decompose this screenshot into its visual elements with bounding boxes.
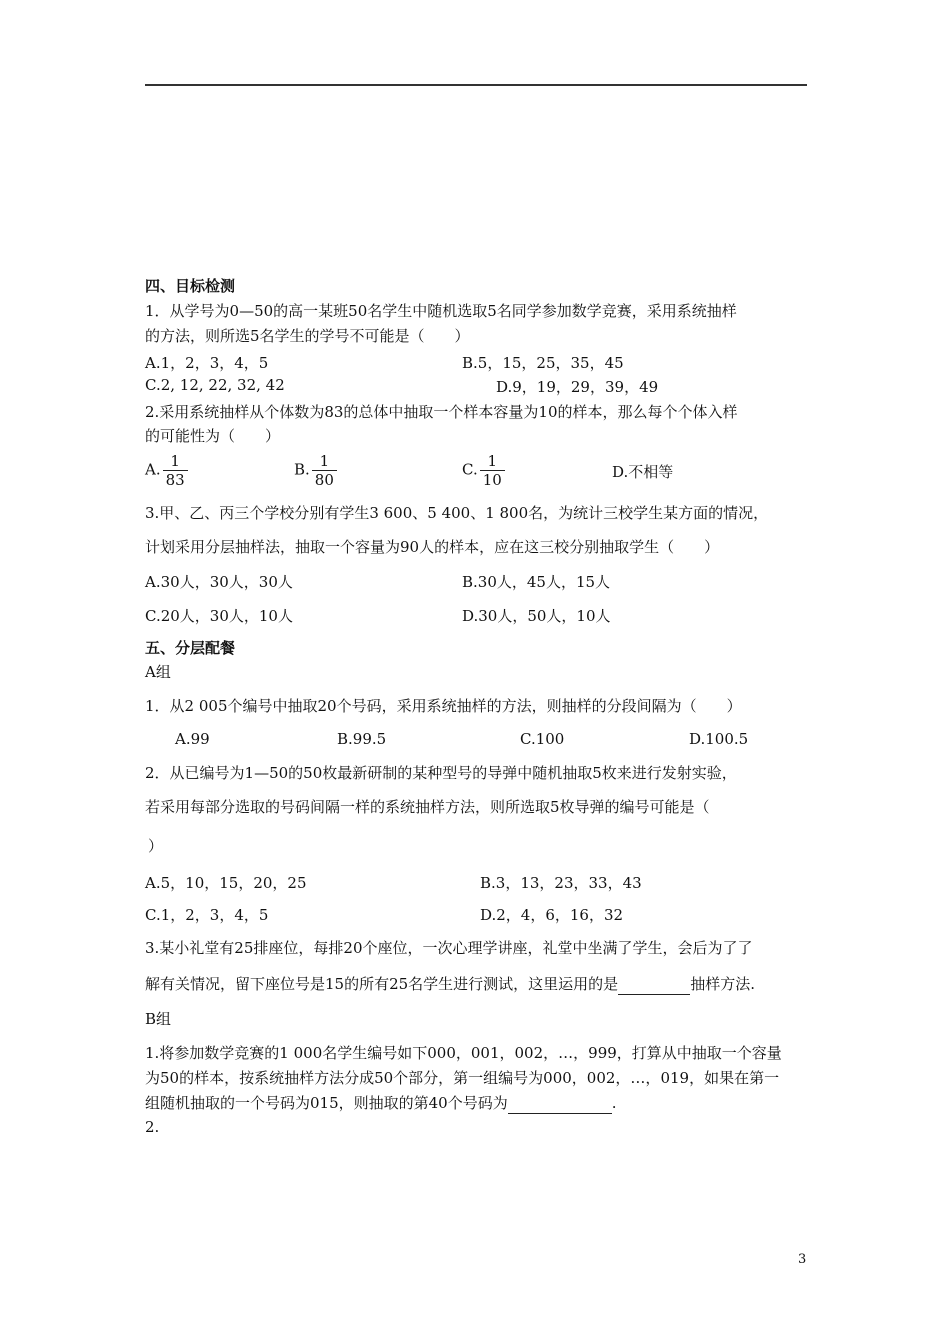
question-text: 1．从学号为0—50的高一某班50名学生中随机选取5名同学参加数学竞赛，采用系统抽样 (145, 302, 737, 320)
option-a: A.99 (175, 730, 210, 748)
group-label: A组 (145, 663, 171, 681)
option-a: A.1，2，3，4，5 (145, 354, 269, 372)
option-d: D.9，19，29，39，49 (496, 378, 659, 396)
question-text: 2．从已编号为1—50的50枚最新研制的某种型号的导弹中随机抽取5枚来进行发射实验， (145, 764, 737, 782)
question-text: 解有关情况，留下座位号是15的所有25名学生进行测试，这里运用的是 抽样方法. (145, 975, 755, 993)
section-title: 四、目标检测 (145, 277, 236, 295)
option-b: B.3，13，23，33，43 (480, 874, 642, 892)
question-text: ） (148, 837, 164, 855)
question-text: 1.将参加数学竞赛的1 000名学生编号如下000，001，002，…，999，打算从中抽取一个容量 (145, 1044, 782, 1062)
question-text: 为50的样本，按系统抽样方法分成50个部分，第一组编号为000，002，…，019，如果在第一 (145, 1069, 780, 1087)
question-text: 3.甲、乙、丙三个学校分别有学生3 600、5 400、1 800名，为统计三校学生某方面的情况， (145, 504, 769, 522)
group-label: B组 (145, 1010, 172, 1028)
option-b: B.5，15，25，35，45 (462, 354, 624, 372)
question-text: 2.采用系统抽样从个体数为83的总体中抽取一个样本容量为10的样本，那么每个个体入样 (145, 403, 738, 421)
option-a: A.5，10，15，20，25 (145, 874, 307, 892)
option-d: D.100.5 (689, 730, 749, 748)
question-text: 的方法，则所选5名学生的学号不可能是（ ） (145, 327, 470, 345)
option-c: C.1，2，3，4，5 (145, 906, 269, 924)
option-c: C.2, 12, 22, 32, 42 (145, 376, 285, 394)
question-text: 计划采用分层抽样法，抽取一个容量为90人的样本，应在这三校分别抽取学生（ ） (145, 538, 720, 556)
fraction: $\frac{1}{80}$ (312, 452, 337, 489)
page-number: 3 (798, 1252, 807, 1267)
option-b: B.99.5 (337, 730, 387, 748)
fraction: $\frac{1}{10}$ (480, 452, 505, 489)
option-d: D.2，4，6，16，32 (480, 906, 624, 924)
question-text: 组随机抽取的一个号码为015，则抽取的第40个号码为 . (145, 1094, 617, 1112)
option-a: A.30人，30人，30人 (145, 573, 293, 591)
header-rule (145, 84, 807, 86)
option-c: C.20人，30人，10人 (145, 607, 293, 625)
section-title: 五、分层配餐 (145, 639, 236, 657)
question-text: 的可能性为（ ） (145, 427, 281, 445)
question-text: 若采用每部分选取的号码间隔一样的系统抽样方法，则所选取5枚导弹的编号可能是（ (145, 798, 710, 816)
answer-blank (618, 974, 690, 995)
option-d: D.不相等 (612, 463, 674, 481)
option-b: B.30人，45人，15人 (462, 573, 611, 591)
fraction: $\frac{1}{83}$ (163, 452, 188, 489)
question-text: 1．从2 005个编号中抽取20个号码，采用系统抽样的方法，则抽样的分段间隔为（ ） (145, 697, 742, 715)
option-c: C. $\frac{1}{10}$ (462, 452, 505, 489)
answer-blank (508, 1093, 612, 1114)
question-text: 3.某小礼堂有25排座位，每排20个座位，一次心理学讲座，礼堂中坐满了学生，会后为了了 (145, 939, 753, 957)
option-b: B. $\frac{1}{80}$ (294, 452, 337, 489)
option-c: C.100 (520, 730, 565, 748)
question-text: 2. (145, 1118, 160, 1136)
option-a: A. $\frac{1}{83}$ (145, 452, 188, 489)
option-d: D.30人，50人，10人 (462, 607, 611, 625)
